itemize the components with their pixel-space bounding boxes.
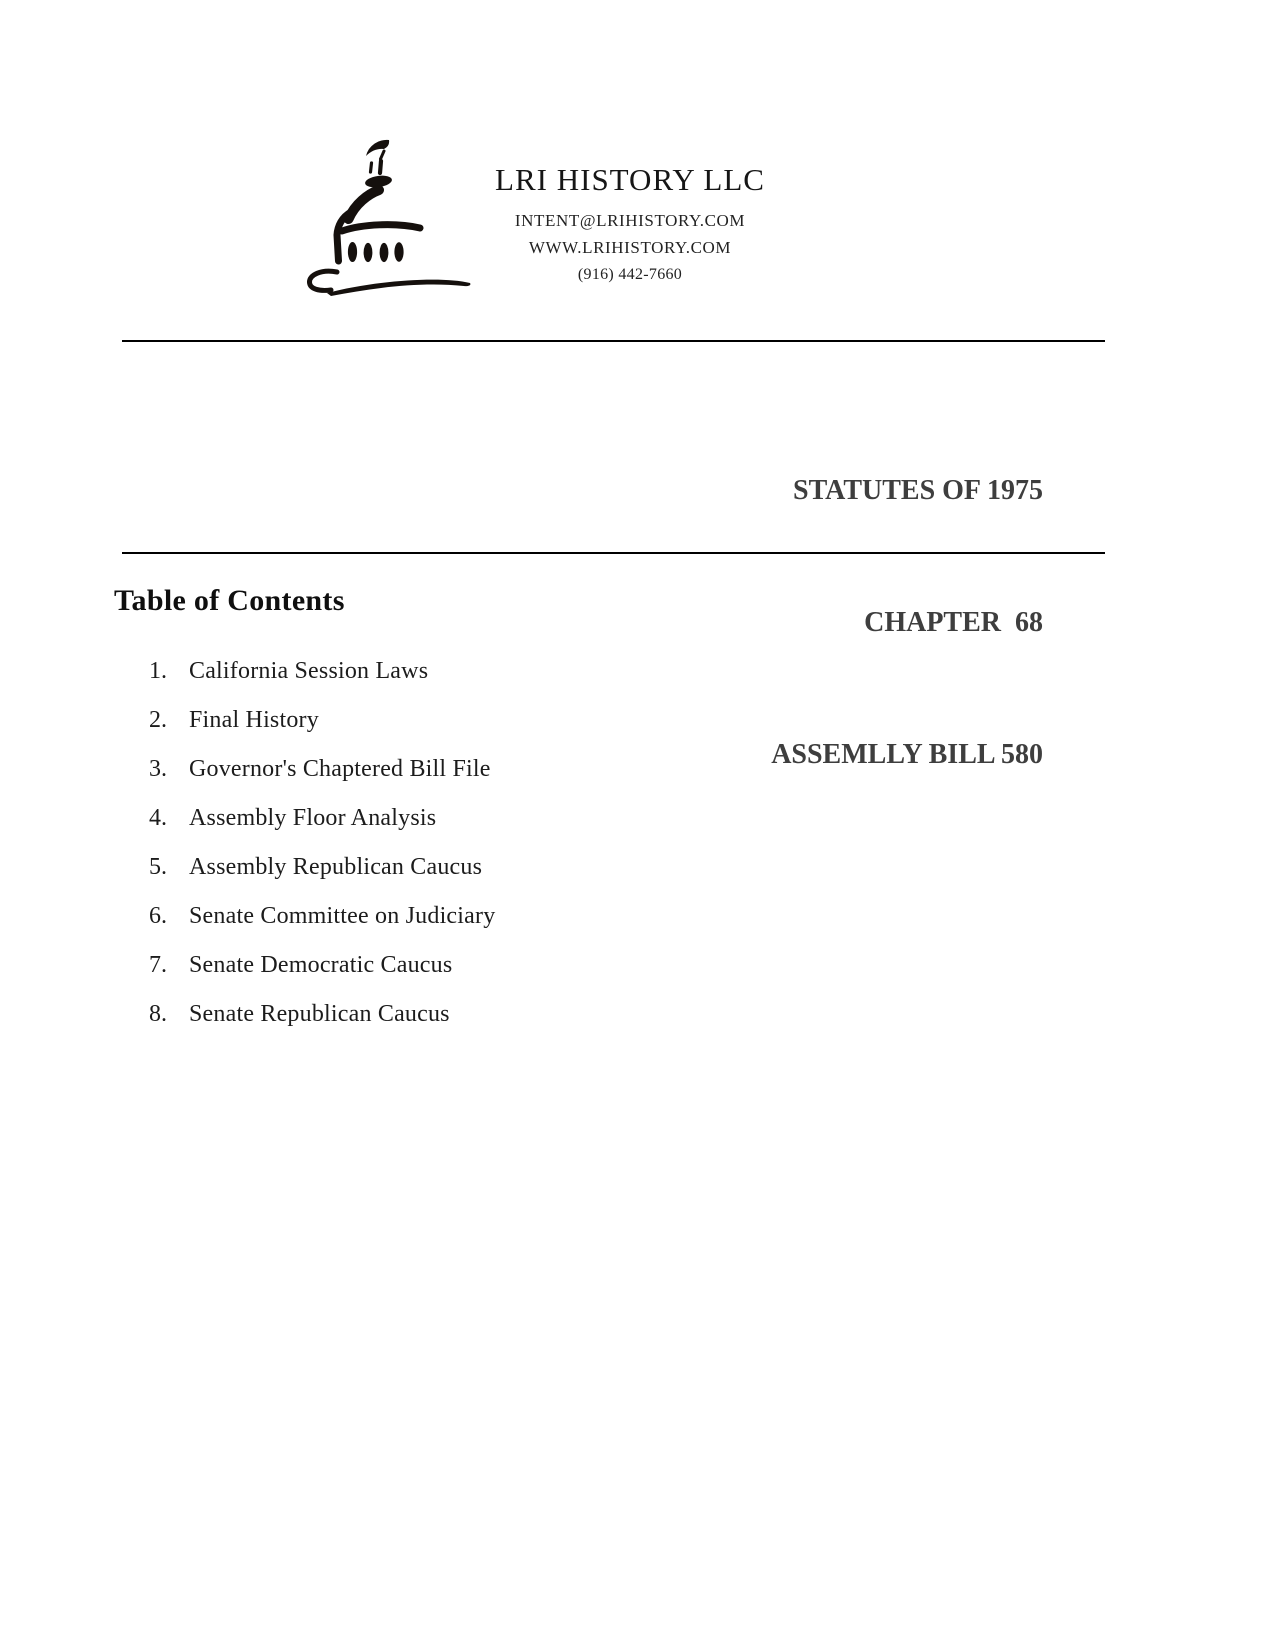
company-phone: (916) 442-7660 <box>577 266 683 283</box>
toc-item <box>149 843 495 892</box>
toc-item-label: Assembly Floor Analysis <box>189 805 437 831</box>
company-name: LRI HISTORY LLC <box>495 162 765 197</box>
toc-item-number: 5. <box>149 854 167 880</box>
statutes-title-block <box>771 381 1043 865</box>
letterhead-text <box>430 163 830 288</box>
toc-item <box>149 696 495 745</box>
toc-item-label: Assembly Republican Caucus <box>189 854 483 880</box>
toc-heading: Table of Contents <box>114 584 345 617</box>
toc-item-label: California Session Laws <box>189 658 429 684</box>
statutes-line-3: ASSEMLLY BILL 580 <box>771 739 1043 770</box>
toc-item-number: 1. <box>149 658 167 684</box>
toc-item-label: Governor's Chaptered Bill File <box>189 756 491 782</box>
toc-item-number: 6. <box>149 903 167 929</box>
statutes-line-2: CHAPTER 68 <box>864 607 1043 638</box>
toc-item <box>149 794 495 843</box>
toc-item-label: Senate Committee on Judiciary <box>189 903 496 929</box>
toc-item-number: 2. <box>149 707 167 733</box>
horizontal-rule-bottom <box>122 552 1105 554</box>
statutes-line-1: STATUTES OF 1975 <box>793 475 1043 506</box>
toc-item-label: Final History <box>189 707 319 733</box>
horizontal-rule-top <box>122 340 1105 342</box>
toc-item <box>149 990 495 1039</box>
toc-item-number: 4. <box>149 805 167 831</box>
toc-item <box>149 941 495 990</box>
toc-item-number: 8. <box>149 1001 167 1027</box>
toc-item <box>149 892 495 941</box>
toc-item-label: Senate Democratic Caucus <box>189 952 453 978</box>
toc-item-label: Senate Republican Caucus <box>189 1001 450 1027</box>
toc-item-number: 7. <box>149 952 167 978</box>
toc-item <box>149 745 495 794</box>
company-email: INTENT@LRIHISTORY.COM <box>514 211 746 230</box>
toc-item-number: 3. <box>149 756 167 782</box>
toc-item <box>149 647 495 696</box>
toc-list <box>149 647 495 1039</box>
company-website: WWW.LRIHISTORY.COM <box>528 238 732 257</box>
